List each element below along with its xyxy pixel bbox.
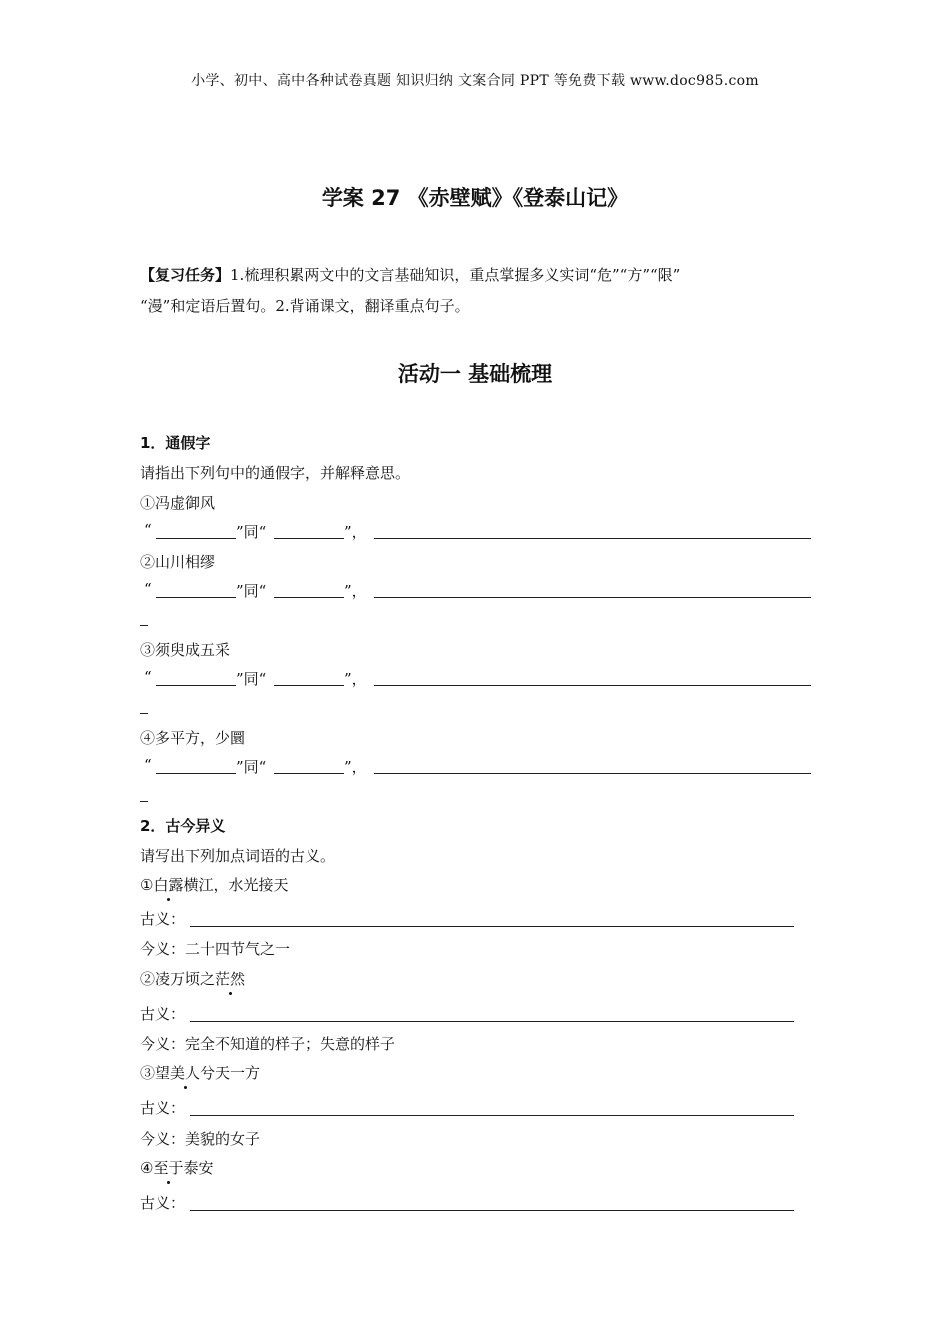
original-char-blank[interactable] [274,685,344,686]
sentence-post: 横江，水光接天 [183,876,289,894]
quote-close: ”， [344,582,367,600]
modern-meaning: 今义：美貌的女子 [140,1130,261,1148]
sentence-pre: 望 [155,1064,171,1082]
same-as-text: ”同“ [236,670,267,688]
original-char-blank[interactable] [274,597,344,598]
part1-heading: 1．通假字 [140,434,211,452]
modern-meaning: 今义：完全不知道的样子；失意的样子 [140,1035,396,1053]
meaning-blank[interactable] [374,773,811,774]
item-number: ④ [140,1159,154,1177]
ancient-meaning-blank[interactable] [190,1115,794,1116]
same-as-text: ”同“ [236,758,267,776]
dotted-term: 白露 [153,876,184,894]
original-char-blank[interactable] [274,773,344,774]
same-as-text: ”同“ [236,523,267,541]
variant-char-blank[interactable] [156,597,236,598]
review-task-text-1: 1.梳理积累两文中的文言基础知识，重点掌握多义实词“危”“方”“限” [230,266,681,284]
variant-char-blank[interactable] [156,538,236,539]
dotted-term: 茫然 [215,970,246,988]
review-task-line-1 [140,264,820,285]
review-task-text-2: “漫”和定语后置句。2.背诵课文，翻译重点句子。 [140,297,470,315]
ancient-meaning-label: 古义： [140,910,186,928]
quote-open: “ [144,756,152,774]
same-as-text: ”同“ [236,582,267,600]
item-number: ③ [140,1064,156,1082]
part1-item-label: ①冯虚御风 [140,494,216,512]
overflow-dash [140,801,148,802]
ancient-meaning-blank[interactable] [190,1021,794,1022]
quote-close: ”， [344,758,367,776]
sentence-post: 泰安 [183,1159,214,1177]
quote-open: “ [144,668,152,686]
review-task-label: 【复习任务】 [140,266,231,284]
part2-instruction: 请写出下列加点词语的古义。 [140,847,336,865]
page-header: 小学、初中、高中各种试卷真题 知识归纳 文案合同 PPT 等免费下载 www.doc985.com [191,73,759,89]
ancient-meaning-label: 古义： [140,1194,186,1212]
ancient-meaning-blank[interactable] [190,1210,794,1211]
part1-item-label: ③须臾成五采 [140,641,231,659]
part2-item-sentence [140,968,245,989]
quote-close: ”， [344,523,367,541]
part2-heading: 2．古今异义 [140,817,226,835]
meaning-blank[interactable] [374,538,811,539]
dotted-term: 美人 [170,1064,201,1082]
sentence-pre: 凌万顷之 [155,970,216,988]
quote-open: “ [144,580,152,598]
item-number: ② [140,970,156,988]
quote-open: “ [144,521,152,539]
section-title: 活动一 基础梳理 [397,362,553,386]
overflow-dash [140,625,148,626]
variant-char-blank[interactable] [156,773,236,774]
original-char-blank[interactable] [274,538,344,539]
part1-item-label: ④多平方，少圜 [140,729,246,747]
dotted-term: 至于 [153,1159,184,1177]
part1-instruction: 请指出下列句中的通假字，并解释意思。 [140,464,411,482]
part2-item-sentence [140,874,288,895]
quote-close: ”， [344,670,367,688]
part2-item-sentence [140,1062,260,1083]
ancient-meaning-label: 古义： [140,1099,186,1117]
meaning-blank[interactable] [374,685,811,686]
modern-meaning: 今义：二十四节气之一 [140,940,291,958]
ancient-meaning-label: 古义： [140,1005,186,1023]
part2-item-sentence [140,1157,213,1178]
part1-item-label: ②山川相缪 [140,553,216,571]
variant-char-blank[interactable] [156,685,236,686]
page-title: 学案 27 《赤壁赋》《登泰山记》 [321,186,629,210]
overflow-dash [140,713,148,714]
ancient-meaning-blank[interactable] [190,926,794,927]
sentence-post: 兮天一方 [200,1064,261,1082]
review-task-line-2 [140,295,820,316]
item-number: ① [140,876,154,894]
meaning-blank[interactable] [374,597,811,598]
